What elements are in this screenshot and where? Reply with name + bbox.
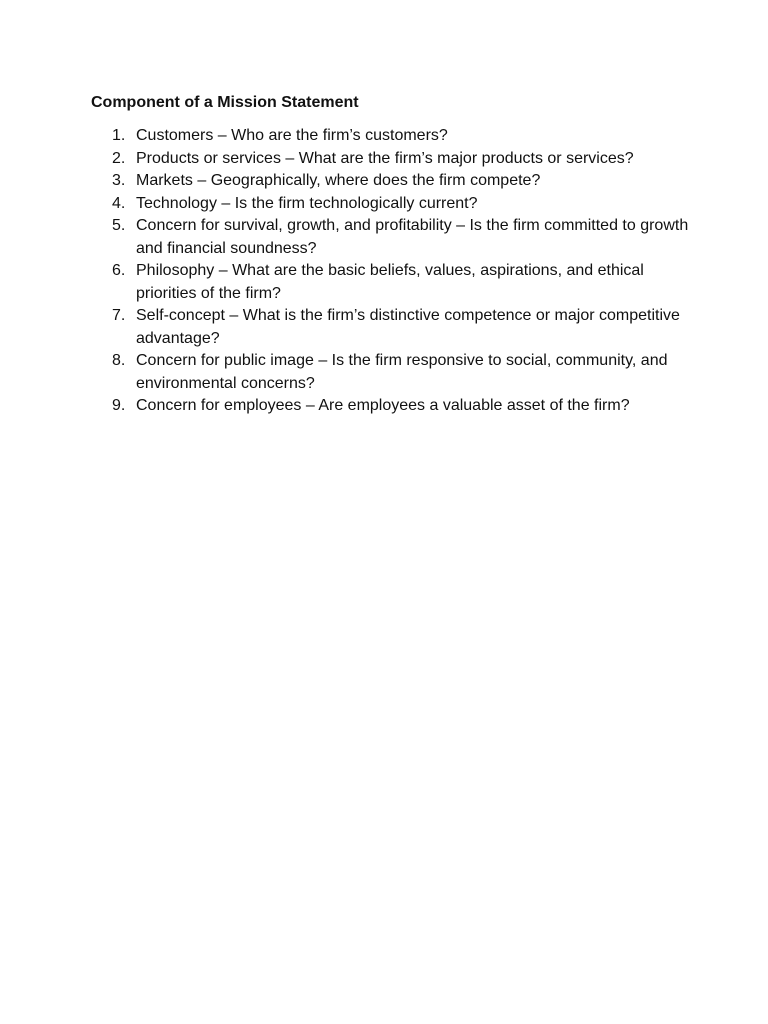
mission-components-list (112, 125, 692, 418)
list-item-text: Customers – Who are the firm’s customers? (136, 127, 448, 144)
list-item-number: 2. (112, 149, 126, 167)
list-item-number: 6. (112, 262, 126, 279)
list-item-text: Philosophy – What are the basic beliefs, values, aspirations, and ethical priorities of the firm? (136, 262, 644, 302)
list-item (112, 148, 692, 171)
list-item-number: 1. (112, 127, 126, 144)
list-item (112, 305, 692, 350)
list-item-text: Technology – Is the firm technologically current? (136, 194, 478, 212)
list-item-number: 3. (112, 172, 126, 189)
document-title: Component of a Mission Statement (91, 94, 359, 111)
list-item (112, 260, 692, 305)
list-item (112, 125, 692, 148)
list-item-number: 9. (112, 397, 126, 414)
list-item-text: Concern for survival, growth, and profitability – Is the firm committed to growth and financial soundness? (136, 217, 689, 257)
list-item (112, 395, 692, 418)
list-item-text: Concern for public image – Is the firm responsive to social, community, and environmental concerns? (136, 352, 668, 392)
list-item-text: Products or services – What are the firm’s major products or services? (136, 149, 634, 167)
list-item-text: Markets – Geographically, where does the firm compete? (136, 172, 541, 189)
list-item-number: 5. (112, 217, 126, 234)
list-item-text: Concern for employees – Are employees a valuable asset of the firm? (136, 397, 630, 414)
list-item-number: 8. (112, 352, 126, 369)
list-item (112, 215, 692, 260)
list-item (112, 170, 692, 193)
list-item-number: 4. (112, 194, 126, 212)
list-item-text: Self-concept – What is the firm’s distinctive competence or major competitive advantage? (136, 307, 680, 347)
list-item (112, 350, 692, 395)
list-item-number: 7. (112, 307, 126, 324)
list-item (112, 193, 692, 216)
